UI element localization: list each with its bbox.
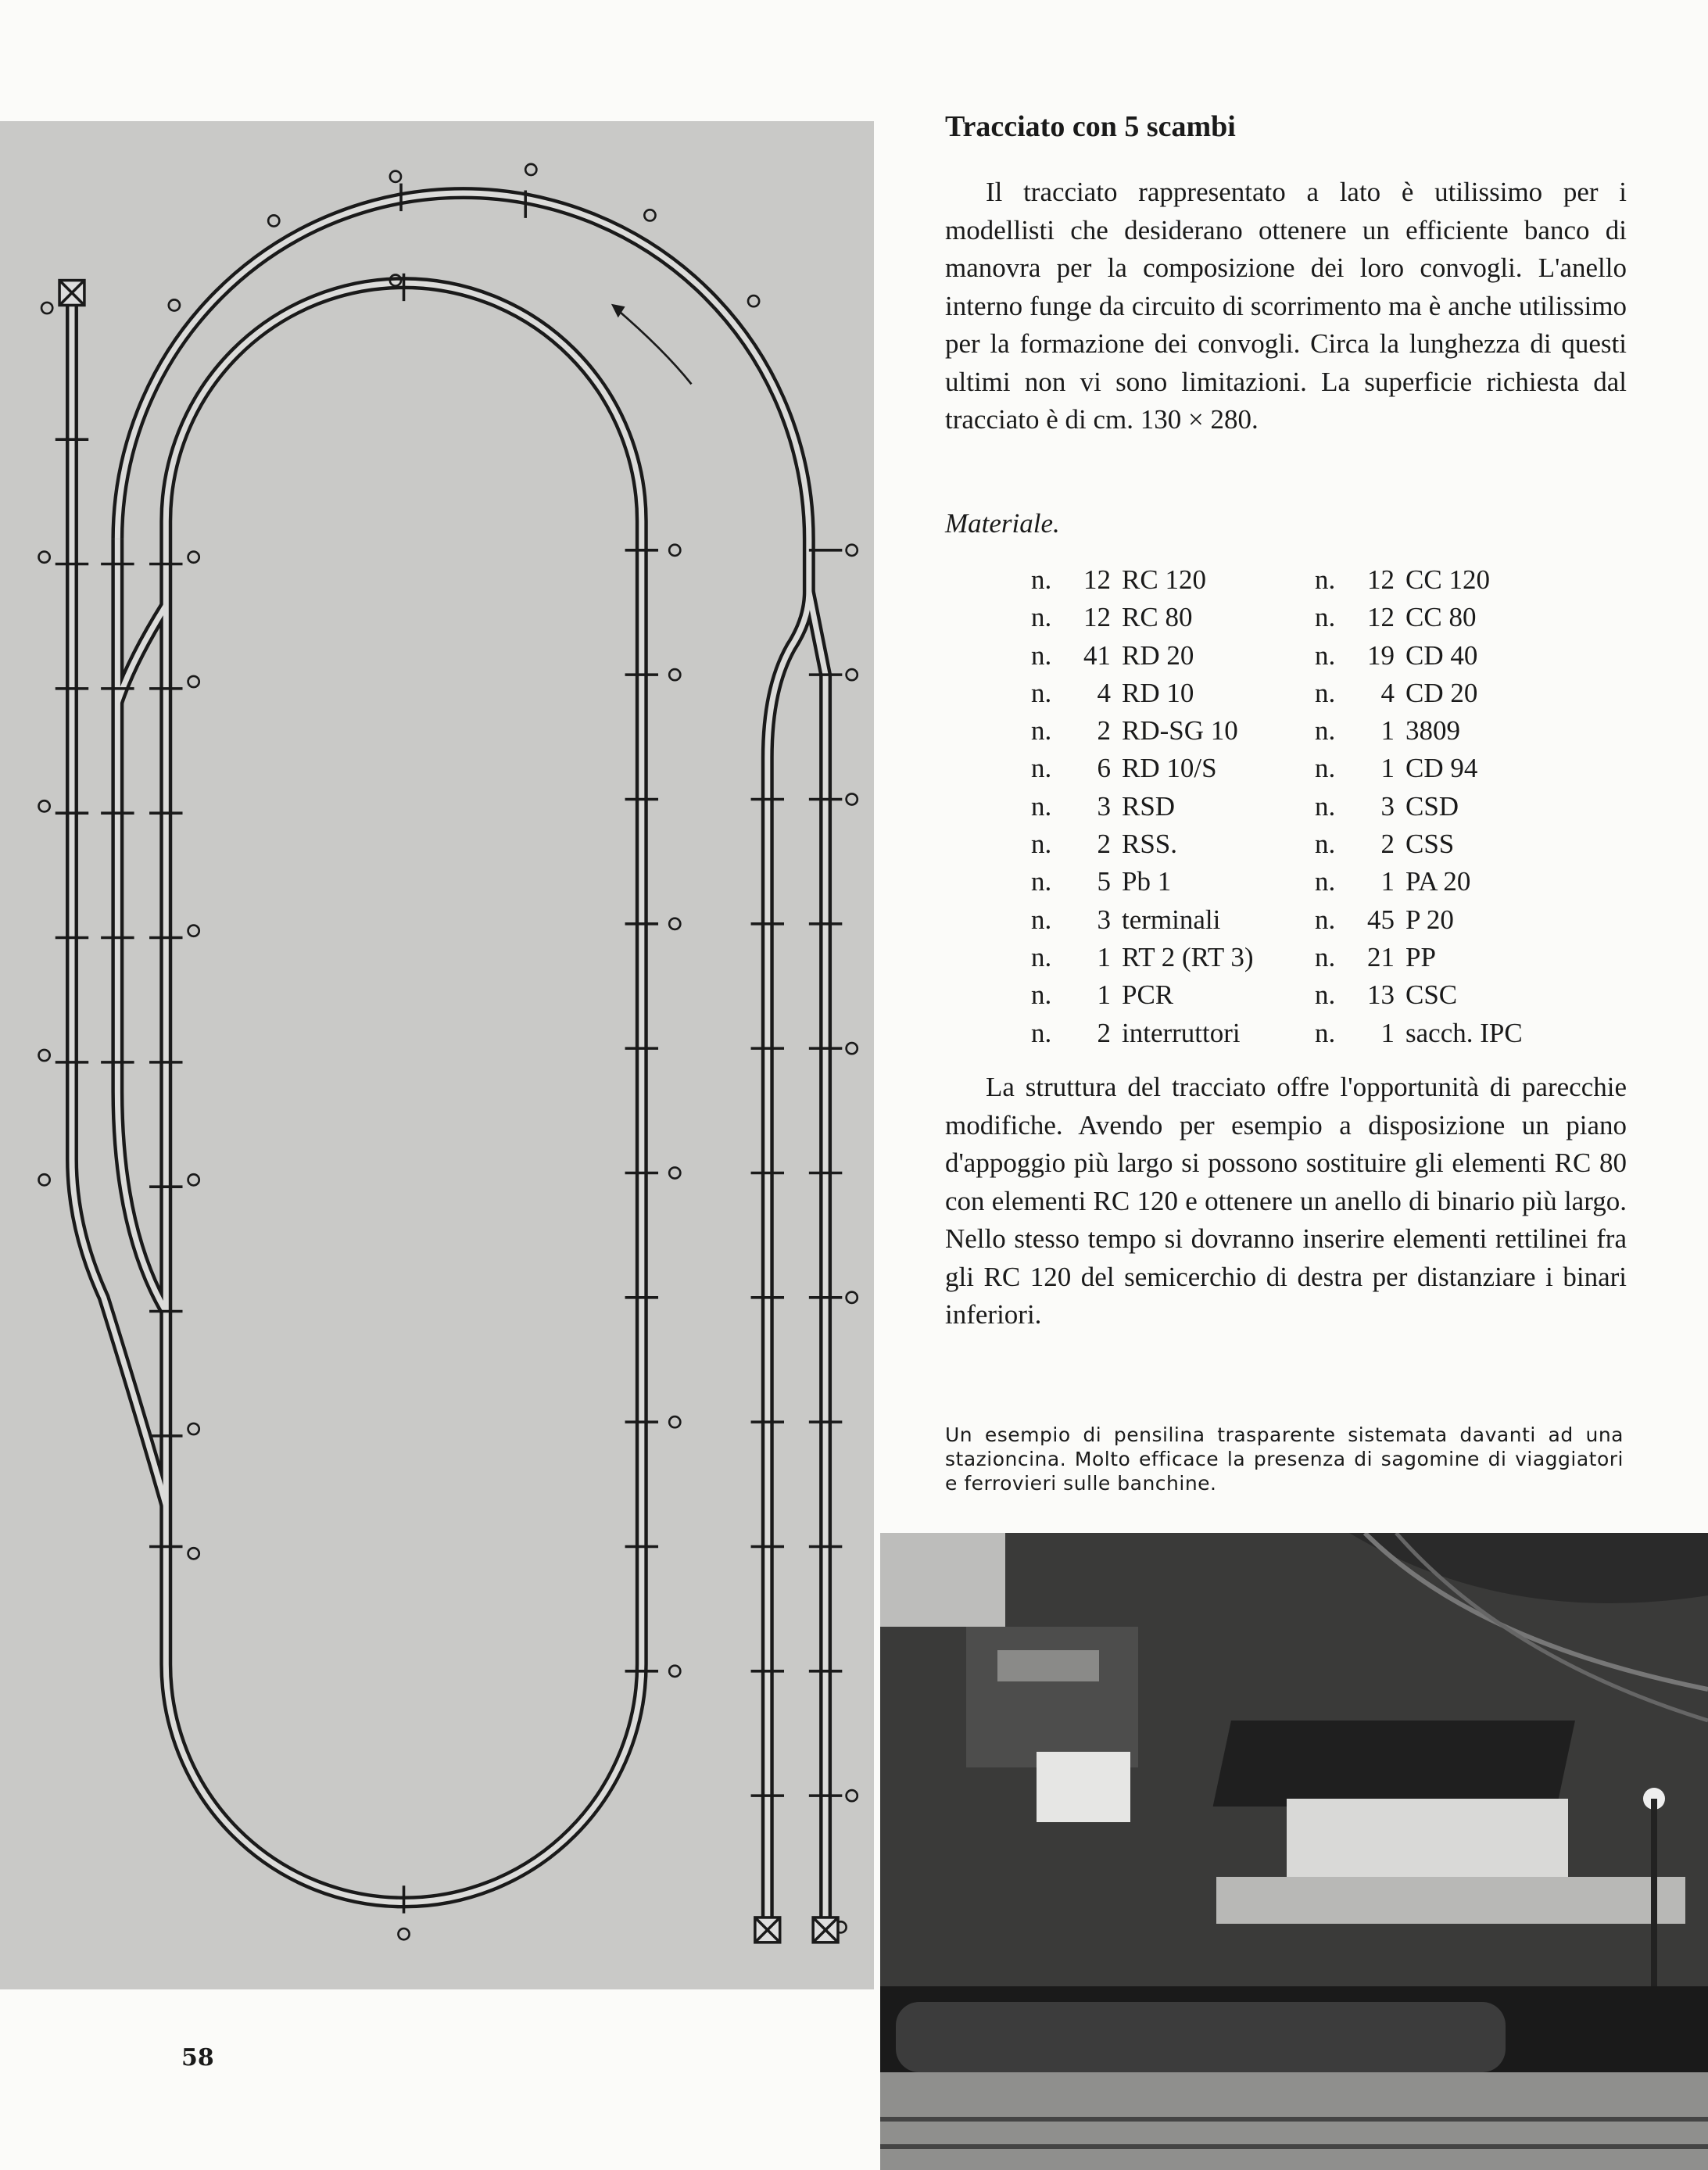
track-outlines <box>72 193 825 1923</box>
material-prefix: n. <box>1315 677 1336 708</box>
material-item: RC 80 <box>1122 602 1193 633</box>
material-row <box>1031 712 1254 750</box>
material-prefix: n. <box>1315 979 1336 1011</box>
material-qty: 1 <box>1380 753 1395 784</box>
material-prefix: n. <box>1031 602 1052 633</box>
material-qty: 13 <box>1367 979 1395 1011</box>
page-title: Tracciato con 5 scambi <box>945 110 1236 143</box>
material-qty: 3 <box>1380 790 1395 822</box>
materials-list-left <box>1031 561 1254 1052</box>
material-item: PA 20 <box>1405 866 1471 897</box>
material-item: RD 10/S <box>1122 753 1217 784</box>
material-prefix: n. <box>1031 790 1052 822</box>
materials-list-right <box>1315 561 1523 1052</box>
material-qty: 4 <box>1097 677 1111 708</box>
material-prefix: n. <box>1031 979 1052 1011</box>
material-row <box>1315 637 1523 675</box>
material-prefix: n. <box>1031 941 1052 972</box>
material-row <box>1315 675 1523 712</box>
track-inner <box>72 193 825 1923</box>
buffer-stop-icons <box>59 281 838 1943</box>
material-item: sacch. IPC <box>1405 1017 1523 1048</box>
material-prefix: n. <box>1315 753 1336 784</box>
material-row <box>1315 825 1523 863</box>
material-row <box>1315 939 1523 976</box>
material-qty: 12 <box>1367 564 1395 595</box>
material-prefix: n. <box>1315 715 1336 747</box>
material-prefix: n. <box>1031 677 1052 708</box>
photo-caption: Un esempio di pensilina trasparente sistemata davanti ad una stazioncina. Molto efficace la presenza di sagomine di viaggiatori e ferrovieri sulle banchine. <box>945 1423 1624 1495</box>
material-prefix: n. <box>1031 829 1052 860</box>
material-qty: 45 <box>1367 904 1395 935</box>
material-qty: 2 <box>1097 1017 1111 1048</box>
material-qty: 2 <box>1380 829 1395 860</box>
outer-loop-track <box>117 193 808 1923</box>
intro-paragraph: Il tracciato rappresentato a lato è utilissimo per i modellisti che desiderano ottenere un efficiente banco di manovra per la composizione dei loro convogli. L'anello interno funge da circuito di scorrimento ma è anche utilissimo per la formazione dei convogli. Circa la lunghezza di questi ultimi non vi sono limitazioni. La superficie richiesta dal tracciato è di cm. 130 × 280. <box>945 177 1627 435</box>
material-qty: 12 <box>1083 564 1111 595</box>
material-row <box>1031 788 1254 825</box>
material-qty: 1 <box>1380 715 1395 747</box>
material-row <box>1315 712 1523 750</box>
material-qty: 1 <box>1380 866 1395 897</box>
material-row <box>1031 675 1254 712</box>
material-row <box>1315 788 1523 825</box>
station-photo <box>880 1533 1708 2170</box>
material-row <box>1031 750 1254 787</box>
material-item: CD 94 <box>1405 753 1478 784</box>
material-qty: 4 <box>1380 677 1395 708</box>
material-prefix: n. <box>1315 829 1336 860</box>
material-item: CC 80 <box>1405 602 1477 633</box>
material-item: PP <box>1405 941 1436 972</box>
material-qty: 1 <box>1380 1017 1395 1048</box>
material-prefix: n. <box>1315 639 1336 671</box>
material-row <box>1031 976 1254 1014</box>
track-layout-diagram <box>0 121 874 1989</box>
material-item: RT 2 (RT 3) <box>1122 941 1254 972</box>
material-qty: 19 <box>1367 639 1395 671</box>
material-row <box>1315 561 1523 599</box>
material-item: CSS <box>1405 829 1455 860</box>
material-qty: 2 <box>1097 829 1111 860</box>
material-item: RC 120 <box>1122 564 1206 595</box>
modifications-paragraph: La struttura del tracciato offre l'opportunità di parecchie modifiche. Avendo per esempio a disposizione un piano d'appoggio più largo si possono sostituire gli elementi RC 80 con elementi RC 120 e ottenere un anello di binario più largo. Nello stesso tempo si dovranno inserire elementi rettilinei fra gli RC 120 del semicerchio di destra per distanziare i binari inferiori. <box>945 1072 1627 1330</box>
material-qty: 21 <box>1367 941 1395 972</box>
material-prefix: n. <box>1031 866 1052 897</box>
material-prefix: n. <box>1315 904 1336 935</box>
material-item: PCR <box>1122 979 1174 1011</box>
material-item: CC 120 <box>1405 564 1490 595</box>
material-row <box>1315 863 1523 901</box>
station-photo-illustration <box>880 1533 1708 2170</box>
material-item: RD 20 <box>1122 639 1194 671</box>
material-prefix: n. <box>1031 564 1052 595</box>
material-qty: 12 <box>1083 602 1111 633</box>
material-row <box>1031 863 1254 901</box>
material-qty: 3 <box>1097 790 1111 822</box>
material-prefix: n. <box>1315 941 1336 972</box>
material-qty: 12 <box>1367 602 1395 633</box>
material-prefix: n. <box>1315 866 1336 897</box>
material-item: CD 20 <box>1405 677 1478 708</box>
material-item: RD 10 <box>1122 677 1194 708</box>
material-item: CD 40 <box>1405 639 1478 671</box>
material-prefix: n. <box>1031 715 1052 747</box>
material-prefix: n. <box>1031 639 1052 671</box>
material-row <box>1031 1015 1254 1052</box>
track-plan-svg <box>0 121 874 1989</box>
material-qty: 1 <box>1097 941 1111 972</box>
material-prefix: n. <box>1315 1017 1336 1048</box>
material-item: 3809 <box>1405 715 1460 747</box>
materials-heading: Materiale. <box>945 508 1060 539</box>
material-item: terminali <box>1122 904 1221 935</box>
material-prefix: n. <box>1031 904 1052 935</box>
direction-arrow-icon <box>615 308 691 384</box>
material-row <box>1315 976 1523 1014</box>
material-row <box>1315 1015 1523 1052</box>
material-qty: 2 <box>1097 715 1111 747</box>
material-row <box>1315 750 1523 787</box>
material-row <box>1031 939 1254 976</box>
inner-loop-track <box>166 283 642 1902</box>
material-item: RSD <box>1122 790 1176 822</box>
material-qty: 5 <box>1097 866 1111 897</box>
material-item: CSD <box>1405 790 1459 822</box>
material-qty: 1 <box>1097 979 1111 1011</box>
material-prefix: n. <box>1315 790 1336 822</box>
material-item: P 20 <box>1405 904 1454 935</box>
material-qty: 6 <box>1097 753 1111 784</box>
material-row <box>1031 901 1254 939</box>
material-prefix: n. <box>1031 1017 1052 1048</box>
material-row <box>1031 637 1254 675</box>
material-row <box>1315 901 1523 939</box>
material-prefix: n. <box>1315 564 1336 595</box>
material-qty: 41 <box>1083 639 1111 671</box>
material-item: Pb 1 <box>1122 866 1172 897</box>
page-number: 58 <box>181 2044 214 2072</box>
material-prefix: n. <box>1031 753 1052 784</box>
material-row <box>1031 561 1254 599</box>
material-item: RSS. <box>1122 829 1178 860</box>
material-row <box>1315 599 1523 636</box>
material-row <box>1031 825 1254 863</box>
material-row <box>1031 599 1254 636</box>
material-qty: 3 <box>1097 904 1111 935</box>
material-item: interruttori <box>1122 1017 1241 1048</box>
material-item: CSC <box>1405 979 1458 1011</box>
material-prefix: n. <box>1315 602 1336 633</box>
material-item: RD-SG 10 <box>1122 715 1238 747</box>
